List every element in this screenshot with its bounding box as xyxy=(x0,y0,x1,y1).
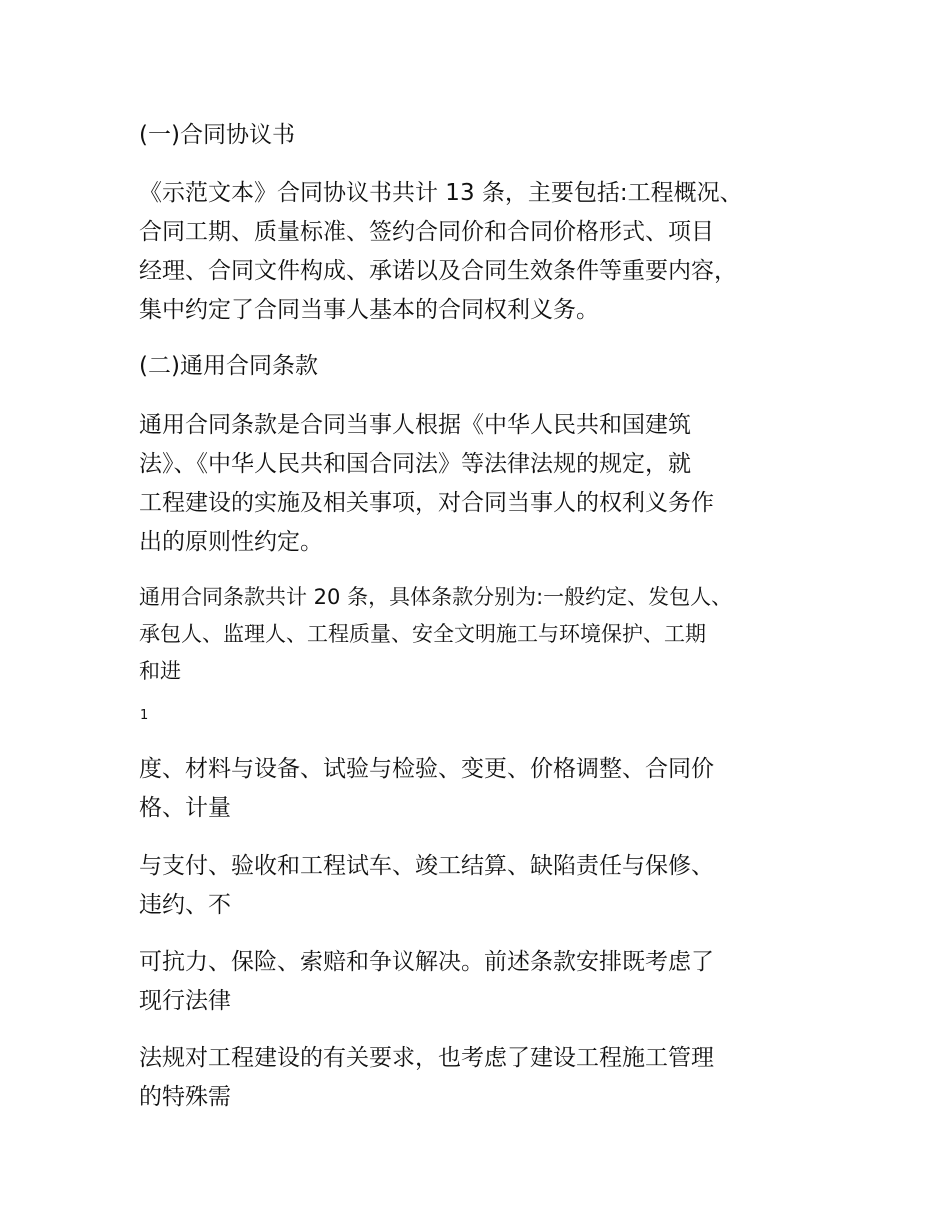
paragraph-line: 承包人、监理人、工程质量、安全文明施工与环境保护、工期 xyxy=(139,622,706,646)
contract-agreement-paragraph xyxy=(139,174,839,330)
continuation-block xyxy=(139,943,839,1021)
paragraph-line: 法》、《中华人民共和国合同法》等法律法规的规定，就 xyxy=(139,451,691,477)
paragraph-line: 通用合同条款共计 20 条，具体条款分别为:一般约定、发包人、 xyxy=(139,585,733,609)
paragraph-line: 与支付、验收和工程试车、竣工结算、缺陷责任与保修、 xyxy=(139,853,714,879)
paragraph-line: 和进 xyxy=(139,659,181,683)
page-number: 1 xyxy=(140,708,149,723)
paragraph-line: 出的原则性约定。 xyxy=(139,529,323,555)
paragraph-line: 集中约定了合同当事人基本的合同权利义务。 xyxy=(139,297,599,323)
paragraph-line: 经理、合同文件构成、承诺以及合同生效条件等重要内容， xyxy=(139,258,737,284)
paragraph-line: 格、计量 xyxy=(139,795,231,821)
paragraph-line: 工程建设的实施及相关事项，对合同当事人的权利义务作 xyxy=(139,490,714,516)
continuation-block xyxy=(139,1039,839,1117)
paragraph-line: 通用合同条款是合同当事人根据《中华人民共和国建筑 xyxy=(139,412,691,438)
paragraph-line: 《示范文本》合同协议书共计 13 条，主要包括:工程概况、 xyxy=(139,180,743,206)
paragraph-line: 法规对工程建设的有关要求，也考虑了建设工程施工管理 xyxy=(139,1045,714,1071)
paragraph-line: 合同工期、质量标准、签约合同价和合同价格形式、项目 xyxy=(139,219,714,245)
general-terms-paragraph xyxy=(139,406,839,562)
paragraph-line: 违约、不 xyxy=(139,892,231,918)
paragraph-line: 可抗力、保险、索赔和争议解决。前述条款安排既考虑了 xyxy=(139,949,714,975)
section-heading-general-terms: (二)通用合同条款 xyxy=(139,353,318,379)
section-heading-contract-agreement: (一)合同协议书 xyxy=(139,122,295,148)
continuation-block xyxy=(139,847,839,925)
clause-list-paragraph xyxy=(139,579,839,690)
continuation-block xyxy=(139,750,839,828)
paragraph-line: 现行法律 xyxy=(139,988,231,1014)
paragraph-line: 度、材料与设备、试验与检验、变更、价格调整、合同价 xyxy=(139,756,714,782)
paragraph-line: 的特殊需 xyxy=(139,1084,231,1110)
